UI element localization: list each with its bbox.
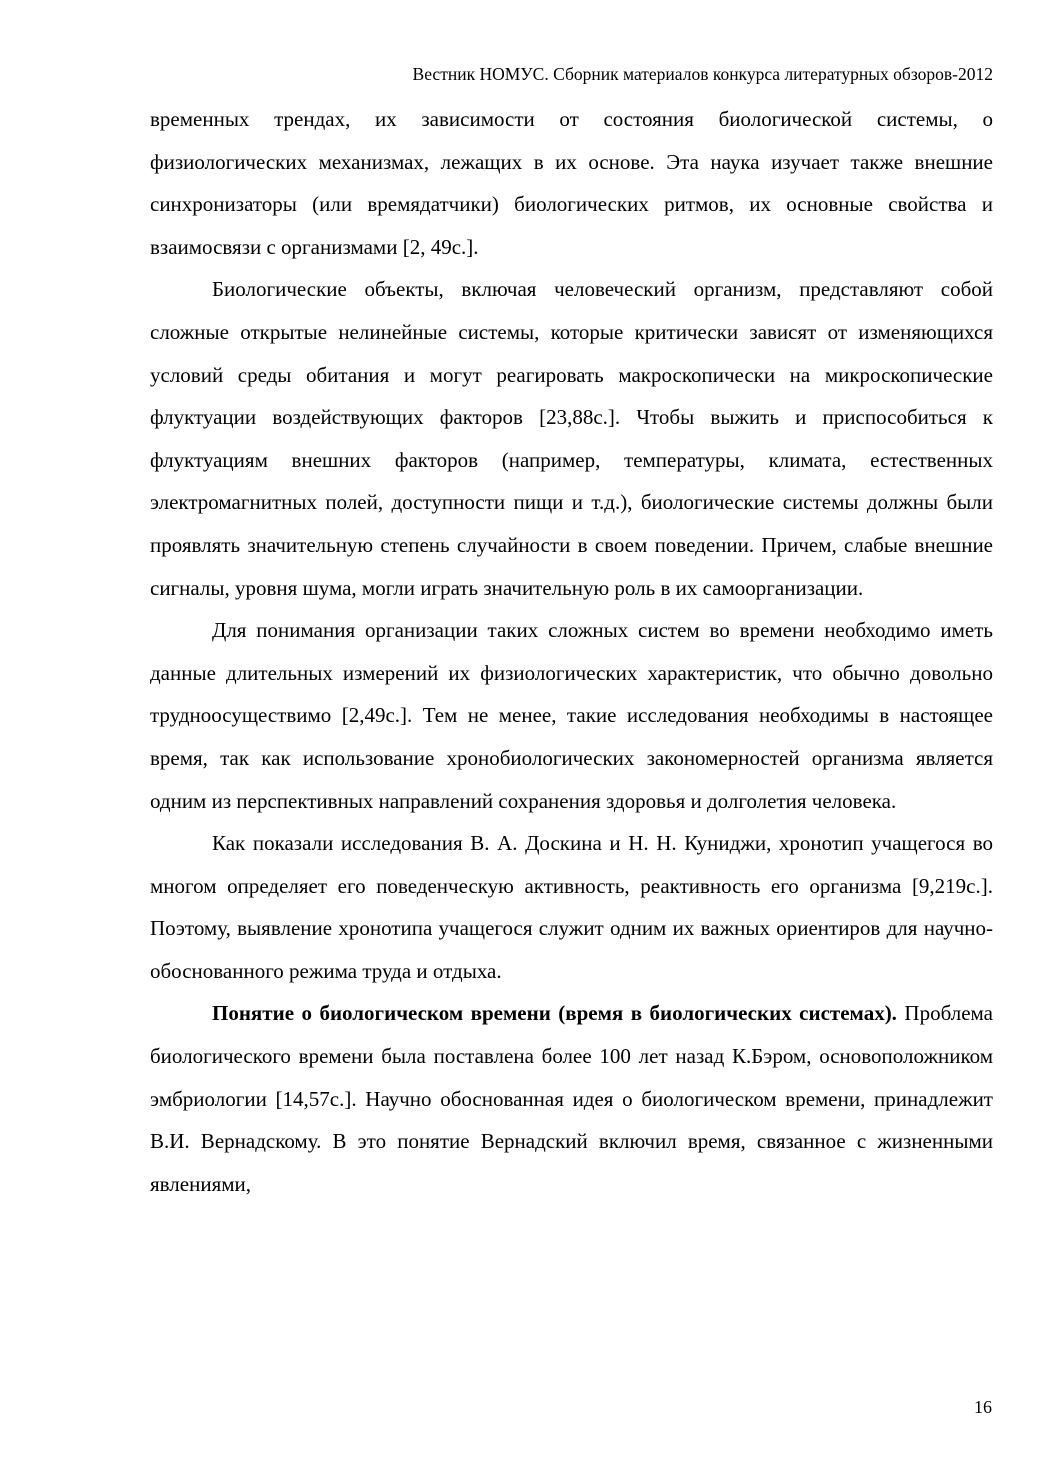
document-body	[150, 98, 993, 1205]
page-number: 16	[974, 1397, 992, 1417]
paragraph-5	[150, 992, 993, 1205]
running-header: Вестник НОМУС. Сборник материалов конкурса литературных обзоров-2012	[412, 64, 993, 84]
paragraph-3: Для понимания организации таких сложных систем во времени необходимо иметь данные длительных измерений их физиологических характеристик, что обычно довольно трудноосуществимо [2,49с.]. Тем не менее, такие исследования необходимы в настоящее время, так как использование хронобиологических закономерностей организма является одним из перспективных направлений сохранения здоровья и долголетия человека.	[150, 618, 993, 813]
paragraph-2: Биологические объекты, включая человеческий организм, представляют собой сложные открытые нелинейные системы, которые критически зависят от изменяющихся условий среды обитания и могут реагировать макроскопически на микроскопические флуктуации воздействующих факторов [23,88с.]. Чтобы выжить и приспособиться к флуктуациям внешних факторов (например, температуры, климата, естественных электромагнитных полей, доступности пищи и т.д.), биологические системы должны были проявлять значительную степень случайности в своем поведении. Причем, слабые внешние сигналы, уровня шума, могли играть значительную роль в их самоорганизации.	[150, 277, 993, 600]
section-heading: Понятие о биологическом времени (время в биологических системах).	[212, 1001, 897, 1026]
paragraph-1: временных трендах, их зависимости от состояния биологической системы, о физиологических механизмах, лежащих в их основе. Эта наука изучает также внешние синхронизаторы (или времядатчики) биологических ритмов, их основные свойства и взаимосвязи с организмами [2, 49с.].	[150, 107, 993, 259]
paragraph-5-text: Проблема биологического времени была поставлена более 100 лет назад К.Бэром, основоположником эмбриологии [14,57с.]. Научно обоснованная идея о биологическом времени, принадлежит В.И. Вернадскому. В это понятие Вернадский включил время, связанное с жизненными явлениями,	[150, 1001, 993, 1196]
paragraph-4: Как показали исследования В. А. Доскина и Н. Н. Куниджи, хронотип учащегося во многом определяет его поведенческую активность, реактивность его организма [9,219с.]. Поэтому, выявление хронотипа учащегося служит одним их важных ориентиров для научно-обоснованного режима труда и отдыха.	[150, 831, 993, 983]
